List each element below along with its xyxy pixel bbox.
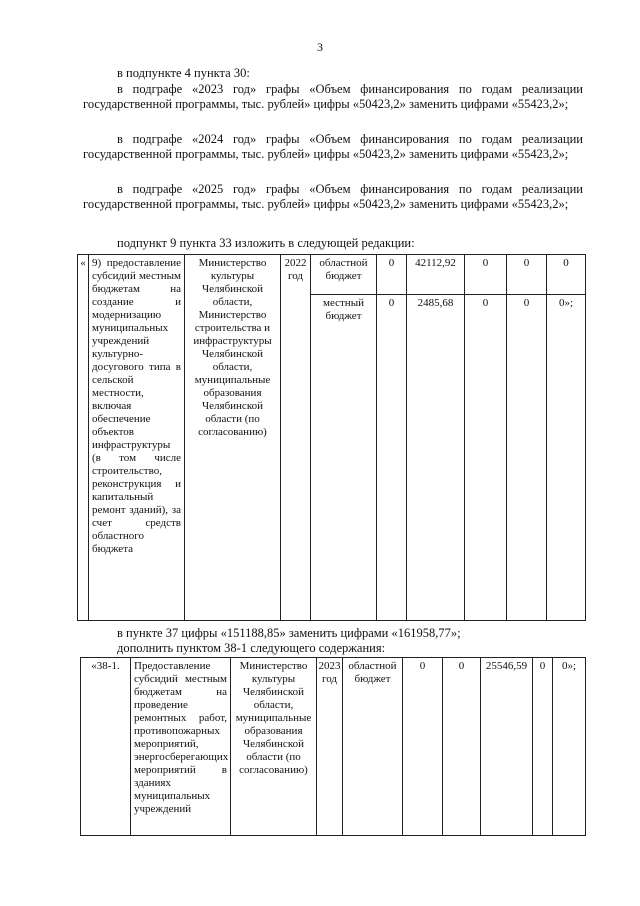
paragraph-item-37: в пункте 37 цифры «151188,85» заменить цифрами «161958,77»; bbox=[117, 626, 461, 640]
paragraph-2023: в подграфе «2023 год» графы «Объем финансирования по годам реализации государственной программы, тыс. рублей» цифры «50423,2» заменить цифрами «55423,2»; bbox=[83, 82, 583, 111]
value-cell: 25546,59 bbox=[481, 658, 533, 836]
value-cell: 0 bbox=[507, 255, 547, 295]
paragraph-subitem-9: подпункт 9 пункта 33 изложить в следующей редакции: bbox=[117, 236, 415, 250]
open-quote: « bbox=[78, 255, 89, 621]
value-cell: 0 bbox=[507, 295, 547, 621]
item-number: «38-1. bbox=[81, 658, 131, 836]
year: 2022 год bbox=[281, 255, 311, 621]
value-cell: 0 bbox=[465, 295, 507, 621]
value-cell: 0 bbox=[443, 658, 481, 836]
value-cell: 0 bbox=[465, 255, 507, 295]
value-cell: 2485,68 bbox=[407, 295, 465, 621]
item-description: 9) предоставление субсидий местным бюджетам на создание и модернизацию муниципальных учреждений культурно-досугового типа в сельской местности, включая обеспечение объектов инфраструктуры (в том числе строительство, реконструкция и капитальный ремонт зданий), за счет средств областного бюджета bbox=[89, 255, 185, 621]
table-item-9 bbox=[77, 254, 586, 621]
value-cell: 0 bbox=[547, 255, 586, 295]
item-description: Предоставление субсидий местным бюджетам на проведение ремонтных работ, противопожарных мероприятий, энергосберегающих мероприятий в зданиях муниципальных учреждений bbox=[131, 658, 231, 836]
value-cell: 0 bbox=[377, 255, 407, 295]
paragraph-2025: в подграфе «2025 год» графы «Объем финансирования по годам реализации государственной программы, тыс. рублей» цифры «50423,2» заменить цифрами «55423,2»; bbox=[83, 182, 583, 211]
funding-source: областной бюджет bbox=[343, 658, 403, 836]
value-cell: 0 bbox=[533, 658, 553, 836]
table-item-38-1 bbox=[80, 657, 586, 836]
value-cell: 0 bbox=[403, 658, 443, 836]
funding-source: областной бюджет bbox=[311, 255, 377, 295]
paragraph-add-38-1: дополнить пунктом 38-1 следующего содержания: bbox=[117, 641, 386, 655]
value-cell: 0»; bbox=[553, 658, 586, 836]
paragraph-subitem-4: в подпункте 4 пункта 30: bbox=[117, 66, 250, 80]
value-cell: 0»; bbox=[547, 295, 586, 621]
year: 2023 год bbox=[317, 658, 343, 836]
funding-source: местный бюджет bbox=[311, 295, 377, 621]
paragraph-2024: в подграфе «2024 год» графы «Объем финансирования по годам реализации государственной программы, тыс. рублей» цифры «50423,2» заменить цифрами «55423,2»; bbox=[83, 132, 583, 161]
value-cell: 42112,92 bbox=[407, 255, 465, 295]
executor: Министерство культуры Челябинской области, Министерство строительства и инфраструктуры Челябинской области, муниципальные образования Челябинской области (по согласованию) bbox=[185, 255, 281, 621]
executor: Министерство культуры Челябинской области, муниципальные образования Челябинской области (по согласованию) bbox=[231, 658, 317, 836]
value-cell: 0 bbox=[377, 295, 407, 621]
page-number: 3 bbox=[317, 40, 323, 54]
